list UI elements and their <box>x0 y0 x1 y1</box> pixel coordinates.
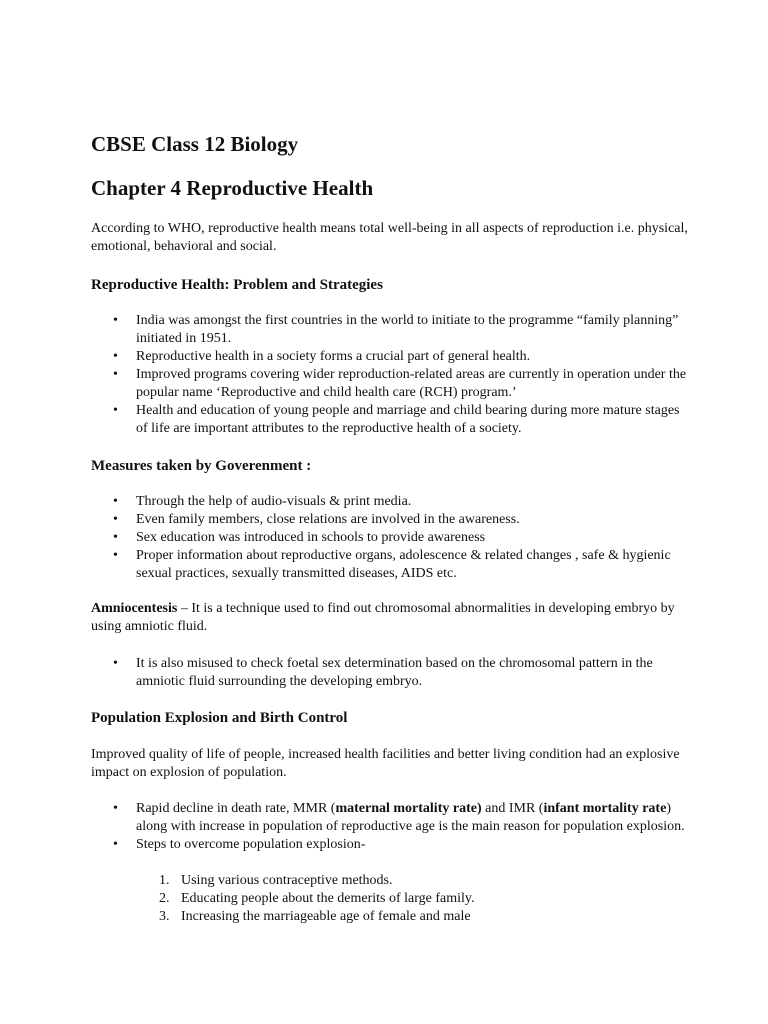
section-heading-measures: Measures taken by Goverenment : <box>91 458 312 474</box>
bullet-icon: • <box>113 313 118 328</box>
intro-paragraph: According to WHO, reproductive health means total well-being in all aspects of reproduction i.e. physical, emotional, behavioral and social. <box>91 221 688 254</box>
chapter-title: Chapter 4 Reproductive Health <box>91 176 374 200</box>
list-item: • Even family members, close relations are involved in the awareness. <box>113 512 520 527</box>
bullet-icon: • <box>113 837 118 852</box>
bullet-icon: • <box>113 548 118 563</box>
amniocentesis-paragraph: Amniocentesis – It is a technique used to find out chromosomal abnormalities in developing embryo by using amniotic fluid. <box>91 601 675 634</box>
list-item: • Reproductive health in a society forms a crucial part of general health. <box>113 349 531 364</box>
bullet-icon: • <box>113 403 118 418</box>
bullet-icon: • <box>113 494 118 509</box>
bullet-icon: • <box>113 530 118 545</box>
section-heading-population: Population Explosion and Birth Control <box>91 710 348 726</box>
list-item: • Proper information about reproductive organs, adolescence & related changes , safe & hygienic sexual practices, sexually transmitted diseases, AIDS etc. <box>113 548 671 581</box>
strategies-list <box>91 312 691 438</box>
bullet-icon: • <box>113 801 118 816</box>
amniocentesis-term: Amniocentesis <box>91 601 178 616</box>
list-item: • Steps to overcome population explosion- <box>113 837 366 852</box>
list-item: • Through the help of audio-visuals & print media. <box>113 494 412 509</box>
amniocentesis-list <box>91 655 691 691</box>
list-item: 1. Using various contraceptive methods. <box>159 873 393 888</box>
bullet-icon: • <box>113 349 118 364</box>
list-item: • Rapid decline in death rate, MMR (maternal mortality rate) and IMR (infant mortality rate) along with increase in population of reproductive age is the main reason for population explosion. <box>113 801 685 834</box>
population-intro: Improved quality of life of people, increased health facilities and better living condition had an explosive impact on explosion of population. <box>91 747 680 780</box>
list-item: • Health and education of young people and marriage and child bearing during more mature stages of life are important attributes to the reproductive health of a society. <box>113 403 680 436</box>
list-item: • India was amongst the first countries in the world to initiate to the programme “family planning” initiated in 1951. <box>113 313 679 346</box>
steps-list <box>91 872 691 926</box>
list-item: • Sex education was introduced in schools to provide awareness <box>113 530 486 545</box>
bullet-icon: • <box>113 367 118 382</box>
bullet-icon: • <box>113 512 118 527</box>
list-item: • It is also misused to check foetal sex determination based on the chromosomal pattern in the amniotic fluid surrounding the developing embryo. <box>113 656 653 689</box>
measures-list <box>91 493 691 583</box>
section-heading-strategies: Reproductive Health: Problem and Strategies <box>91 277 383 293</box>
list-item: 3. Increasing the marriageable age of female and male <box>159 909 471 924</box>
population-list <box>91 800 691 854</box>
bullet-icon: • <box>113 656 118 671</box>
document-title: CBSE Class 12 Biology <box>91 132 299 156</box>
list-item: 2. Educating people about the demerits of large family. <box>159 891 475 906</box>
list-item: • Improved programs covering wider reproduction-related areas are currently in operation under the popular name ‘Reproductive and child health care (RCH) program.’ <box>113 367 687 400</box>
